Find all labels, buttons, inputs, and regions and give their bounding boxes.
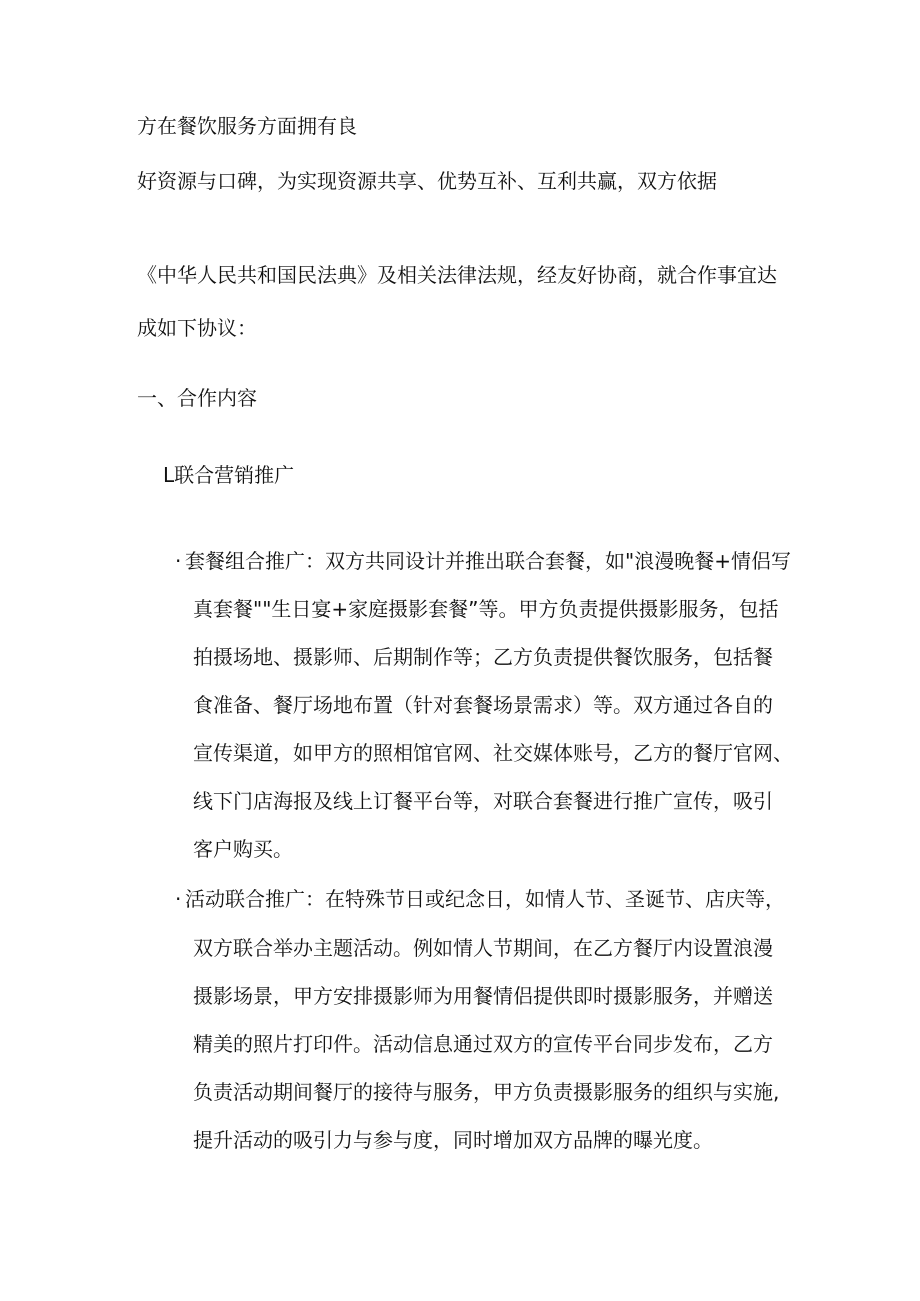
- bullet-line: 摄影场景，甲方安排摄影师为用餐情侣提供即时摄影服务，并赠送: [193, 984, 773, 1008]
- bullet-line: 双方联合举办主题活动。例如情人节期间，在乙方餐厅内设置浪漫: [193, 936, 773, 960]
- bullet-line: 宣传渠道，如甲方的照相馆官网、社交媒体账号，乙方的餐厅官网、: [193, 741, 793, 765]
- subsection-heading: L联合营销推广: [163, 463, 295, 487]
- bullet-line: 负责活动期间餐厅的接待与服务，甲方负责摄影服务的组织与实施,: [193, 1080, 780, 1104]
- bullet-line: 精美的照片打印件。活动信息通过双方的宣传平台同步发布，乙方: [193, 1032, 773, 1056]
- intro-line-1: 方在餐饮服务方面拥有良: [137, 114, 357, 138]
- bullet-line: 提升活动的吸引力与参与度，同时增加双方品牌的曝光度。: [193, 1128, 713, 1152]
- bullet-line: 客户购买。: [193, 837, 293, 861]
- intro-line-2: 好资源与口碑，为实现资源共享、优势互补、互利共赢，双方依据: [137, 169, 717, 193]
- bullet-line: 食准备、餐厅场地布置（针对套餐场景需求）等。双方通过各自的: [193, 693, 773, 717]
- intro-line-3: 《中华人民共和国民法典》及相关法律法规，经友好协商，就合作事宜达: [137, 263, 777, 287]
- intro-line-4: 成如下协议：: [137, 316, 257, 340]
- section-heading: 一、合作内容: [137, 386, 257, 410]
- bullet-marker: ·: [175, 887, 182, 911]
- bullet-line: 套餐组合推广：双方共同设计并推出联合套餐，如"浪漫晚餐+情侣写: [185, 549, 791, 573]
- bullet-line: 线下门店海报及线上订餐平台等，对联合套餐进行推广宣传，吸引: [193, 789, 773, 813]
- bullet-marker: ·: [175, 549, 182, 573]
- bullet-line: 活动联合推广：在特殊节日或纪念日，如情人节、圣诞节、店庆等，: [185, 887, 785, 911]
- bullet-line: 拍摄场地、摄影师、后期制作等；乙方负责提供餐饮服务，包括餐: [193, 645, 773, 669]
- bullet-line: 真套餐""生日宴+家庭摄影套餐”等。甲方负责提供摄影服务，包括: [193, 597, 779, 621]
